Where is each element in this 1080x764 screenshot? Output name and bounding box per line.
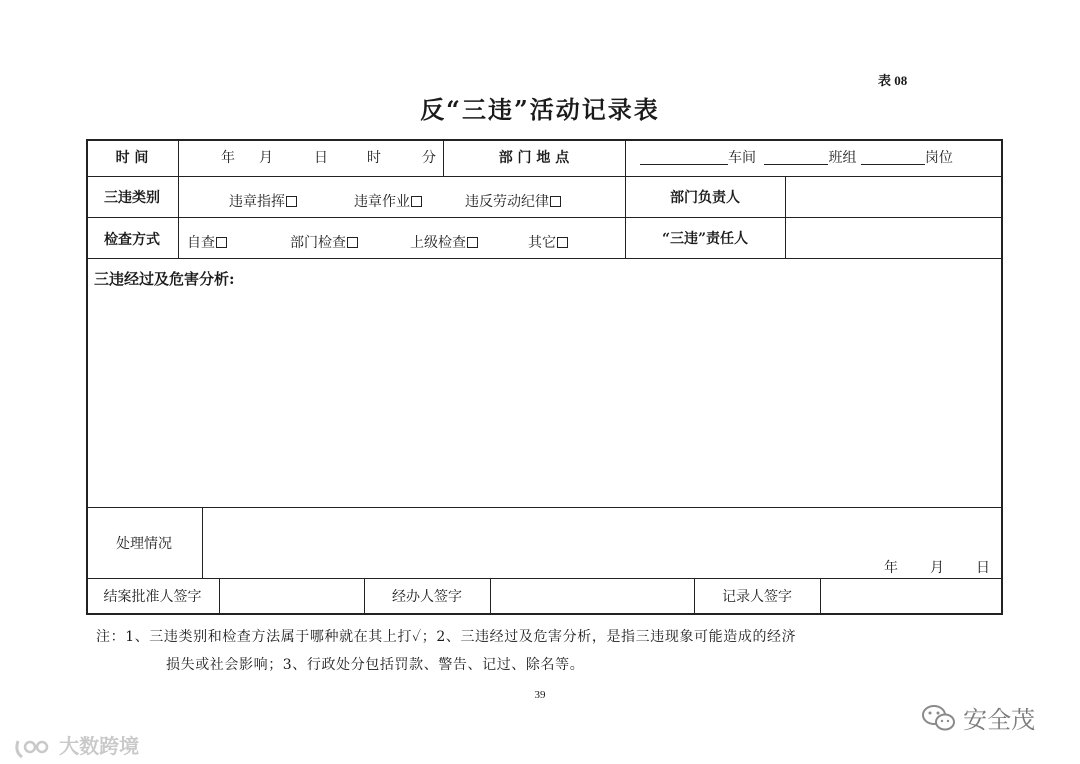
workshop-label: 车间 [728,150,756,166]
watermark-left [14,730,139,761]
option-department-check[interactable]: 部门检查 [290,234,358,252]
date-day: 日 [314,150,328,166]
time-label: 时 间 [115,150,149,166]
post-label: 岗位 [924,150,953,166]
handling-label: 处理情况 [116,536,172,552]
note-line-1: 注：1、三违类别和检查方法属于哪种就在其上打✓；2、三违经过及危害分析，是指三违现象可能造成的经济 [96,629,797,645]
date-year: 年 [221,150,235,166]
checkbox[interactable] [557,237,568,248]
location-label: 部 门 地 点 [498,150,570,166]
checkbox[interactable] [467,237,478,248]
recorder-signature-field[interactable] [821,580,1001,614]
option-self-check[interactable]: 自查 [187,234,227,252]
checkbox[interactable] [550,196,561,207]
wechat-icon [920,702,958,734]
checkbox[interactable] [347,237,358,248]
form-number: 表 08 [878,73,908,88]
manager-field[interactable] [786,177,1002,217]
responsible-label: “三违”责任人 [661,231,749,247]
checkbox[interactable] [411,196,422,207]
inspection-method-label: 检查方式 [104,232,160,248]
post-blank[interactable] [861,150,925,165]
handling-field[interactable] [204,509,1001,559]
violation-type-label: 三违类别 [104,190,160,206]
checkbox[interactable] [286,196,297,207]
option-illegal-operation[interactable]: 违章作业 [354,193,422,211]
page-number: 39 [534,689,546,701]
watermark-right-text: 安全茂 [963,706,1036,734]
approver-signature-label: 结案批准人签字 [103,589,202,605]
option-other[interactable]: 其它 [528,234,568,252]
watermark-left-text: 大数跨境 [59,734,140,758]
recorder-signature-label: 记录人签字 [722,589,792,605]
handling-year: 年 [884,560,898,576]
date-minute: 分 [422,150,436,166]
workshop-blank[interactable] [640,150,728,165]
handler-signature-field[interactable] [491,580,693,614]
handler-signature-label: 经办人签字 [392,589,462,605]
option-labor-discipline[interactable]: 违反劳动纪律 [465,193,561,211]
team-blank[interactable] [764,150,828,165]
handling-day: 日 [976,560,990,576]
date-hour: 时 [367,150,381,166]
option-superior-check[interactable]: 上级检查 [410,234,478,252]
watermark-right [920,700,1035,735]
location-fill [640,149,953,167]
analysis-label: 三违经过及危害分析: [94,270,235,288]
team-label: 班组 [828,150,857,166]
handling-month: 月 [930,560,944,576]
responsible-field[interactable] [786,218,1002,258]
note-line-2: 损失或社会影响；3、行政处分包括罚款、警告、记过、除名等。 [166,657,585,673]
approver-signature-field[interactable] [220,580,363,614]
form-title: 反“三违”活动记录表 [420,95,660,124]
analysis-field[interactable] [88,292,1001,505]
option-illegal-command[interactable]: 违章指挥 [229,193,297,211]
date-month: 月 [259,150,273,166]
checkbox[interactable] [216,237,227,248]
manager-label: 部门负责人 [670,190,740,206]
brand-logo-icon [14,737,54,761]
